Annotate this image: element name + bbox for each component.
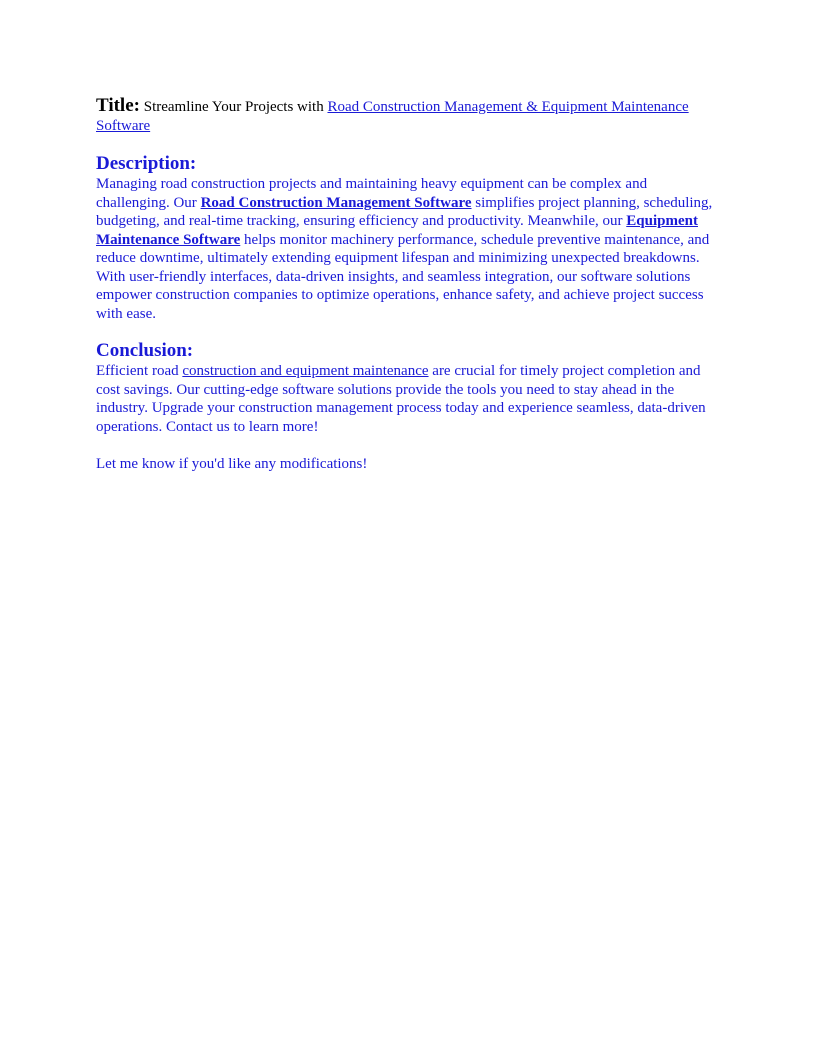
document-body — [96, 96, 720, 474]
description-text-2: simplifies project planning, scheduling, budgeting, and real-time tracking, ensuring efficiency and productivity. Meanwhile, our — [96, 194, 713, 229]
closing-note: Let me know if you'd like any modifications! — [96, 456, 368, 472]
title-line — [96, 96, 720, 136]
conclusion-text-1: Efficient road — [96, 363, 183, 379]
title-label: Title: — [96, 95, 140, 116]
title-text: Streamline Your Projects with — [139, 99, 328, 115]
title-link[interactable]: Road Construction Management & Equipment Maintenance Software — [96, 99, 689, 134]
conclusion-paragraph — [96, 362, 720, 436]
equipment-maintenance-software-link[interactable]: Equipment Maintenance Software — [96, 213, 698, 248]
construction-maintenance-link[interactable]: construction and equipment maintenance — [182, 363, 429, 379]
description-paragraph — [96, 175, 720, 323]
description-heading: Description: — [96, 153, 197, 174]
road-construction-software-link[interactable]: Road Construction Management Software — [200, 194, 472, 211]
conclusion-heading: Conclusion: — [96, 340, 194, 361]
description-text-1: Managing road construction projects and maintaining heavy equipment can be complex and challenging. Our — [96, 176, 648, 211]
conclusion-text-2: are crucial for timely project completion and cost savings. Our cutting-edge software solutions provide the tools you need to stay ahead in the industry. Upgrade your construction management process today and experience seamless, data-driven operations. Contact us to learn more! — [96, 363, 706, 435]
description-text-3: helps monitor machinery performance, schedule preventive maintenance, and reduce downtime, ultimately extending equipment lifespan and minimizing unexpected breakdowns. With user-friendly interfaces, data-driven insights, and seamless integration, our software solutions empower construction companies to optimize operations, enhance safety, and achieve project success with ease. — [96, 231, 710, 322]
